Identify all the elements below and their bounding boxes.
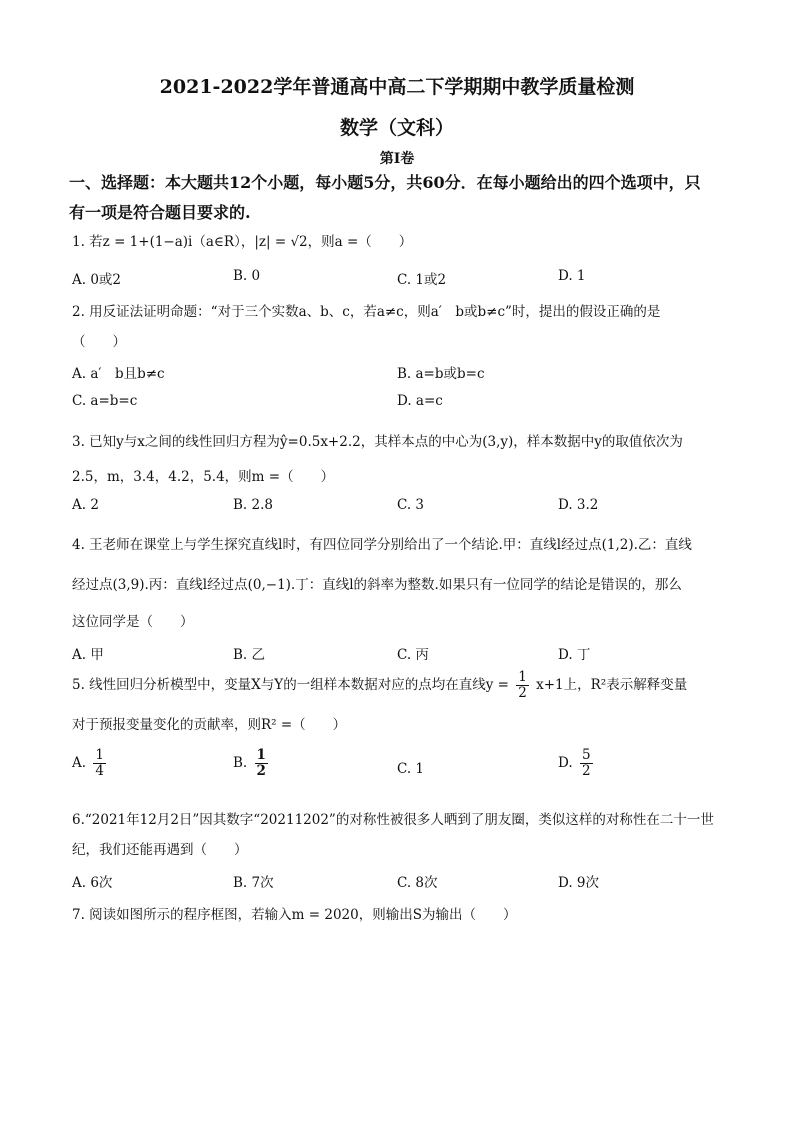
- q5-fraction-numerator: 1: [518, 669, 527, 685]
- q5-option-d: [558, 748, 596, 779]
- q6-option-c: C. 8次: [397, 875, 438, 891]
- q5-option-b-fraction: [255, 748, 268, 779]
- q5-option-a-label: A.: [72, 754, 87, 771]
- q2-stem-line2: （ ）: [72, 334, 126, 350]
- q6-option-b: B. 7次: [233, 875, 274, 891]
- q1-option-c: C. 1或2: [397, 272, 447, 288]
- q3-option-a: A. 2: [72, 497, 99, 513]
- exam-subtitle: 数学（文科）: [339, 117, 454, 139]
- q5-fraction-denominator: 2: [518, 684, 527, 701]
- q2-option-d: D. a=c: [397, 393, 443, 409]
- q1-option-d: D. 1: [558, 268, 586, 284]
- volume-label: 第I卷: [379, 151, 415, 167]
- exam-title: 2021-2022学年普通高中高二下学期期中教学质量检测: [159, 76, 635, 98]
- q3-option-c: C. 3: [397, 497, 425, 513]
- q4-option-d: D. 丁: [558, 647, 591, 663]
- q5-option-a-fraction: [93, 748, 106, 779]
- section-heading-line1: 一、选择题：本大题共12个小题，每小题5分，共60分．在每小题给出的四个选项中，只: [69, 173, 701, 192]
- q6-stem-line1: 6.“2021年12月2日”因其数字“20211202”的对称性被很多人晒到了朋友圈，类似这样的对称性在二十一世: [72, 812, 714, 828]
- q3-option-d: D. 3.2: [558, 497, 599, 513]
- q5-stem-line2: 对于预报变量变化的贡献率，则R² =（ ）: [72, 717, 347, 733]
- q1-option-a: A. 0或2: [72, 272, 122, 288]
- q3-stem-line1: 3. 已知y与x之间的线性回归方程为ŷ=0.5x+2.2，其样本点的中心为(3,y)，样本数据中y的取值依次为: [72, 434, 683, 450]
- q5-option-d-denominator: 2: [581, 762, 591, 779]
- q5-option-d-numerator: 5: [581, 747, 591, 763]
- q5-option-d-label: D.: [558, 754, 573, 771]
- q6-stem-line2: 纪，我们还能再遇到（ ）: [72, 842, 248, 858]
- q5-option-d-fraction: [580, 748, 593, 779]
- q1-option-b: B. 0: [233, 268, 261, 284]
- q5-option-a-numerator: 1: [95, 747, 104, 763]
- q5-option-a-denominator: 4: [95, 762, 104, 779]
- q3-option-b: B. 2.8: [233, 497, 273, 513]
- q4-option-a: A. 甲: [72, 647, 104, 663]
- q4-option-b: B. 乙: [233, 647, 266, 663]
- q7-stem: 7. 阅读如图所示的程序框图，若输入m = 2020，则输出S为输出（ ）: [72, 907, 517, 923]
- q6-option-d: D. 9次: [558, 875, 600, 891]
- q4-stem-line3: 这位同学是（ ）: [72, 614, 194, 630]
- q5-option-b-denominator: 2: [256, 762, 266, 779]
- q5-stem-part1: 5. 线性回归分析模型中，变量X与Y的一组样本数据对应的点均在直线y =: [72, 676, 509, 693]
- section-heading: [69, 168, 729, 228]
- q4-option-c: C. 丙: [397, 647, 429, 663]
- q4-stem-line1: 4. 王老师在课堂上与学生探究直线l时，有四位同学分别给出了一个结论.甲：直线l经过点(1,2).乙：直线: [72, 537, 692, 553]
- q2-option-a: A. a′ b且b≠c: [72, 366, 165, 382]
- q5-option-b: [233, 748, 271, 779]
- q3-stem-line2: 2.5，m，3.4，4.2，5.4，则m =（ ）: [72, 469, 335, 485]
- q2-option-c: C. a=b=c: [72, 393, 138, 409]
- q5-option-b-numerator: 1: [256, 747, 266, 763]
- q5-option-b-label: B.: [233, 754, 248, 771]
- q5-fraction: [516, 670, 529, 701]
- q4-stem-line2: 经过点(3,9).丙：直线l经过点(0,−1).丁：直线l的斜率为整数.如果只有一位同学的结论是错误的，那么: [72, 577, 682, 593]
- q5-option-a: [72, 748, 109, 779]
- q6-option-a: A. 6次: [72, 875, 113, 891]
- q1-stem: 1. 若z = 1+(1−a)i（a∈R），|z| = √2，则a =（ ）: [72, 234, 413, 250]
- q5-option-c: C. 1: [397, 761, 425, 777]
- q5-stem-part2: x+1上，R²表示解释变量: [536, 676, 688, 693]
- q2-stem-line1: 2. 用反证法证明命题：“对于三个实数a、b、c，若a≠c，则a′ b或b≠c”时，提出的假设正确的是: [72, 304, 661, 320]
- q2-option-b: B. a=b或b=c: [397, 366, 485, 382]
- section-heading-line2: 有一项是符合题目要求的.: [69, 203, 251, 222]
- q5-stem-line1: [72, 670, 687, 701]
